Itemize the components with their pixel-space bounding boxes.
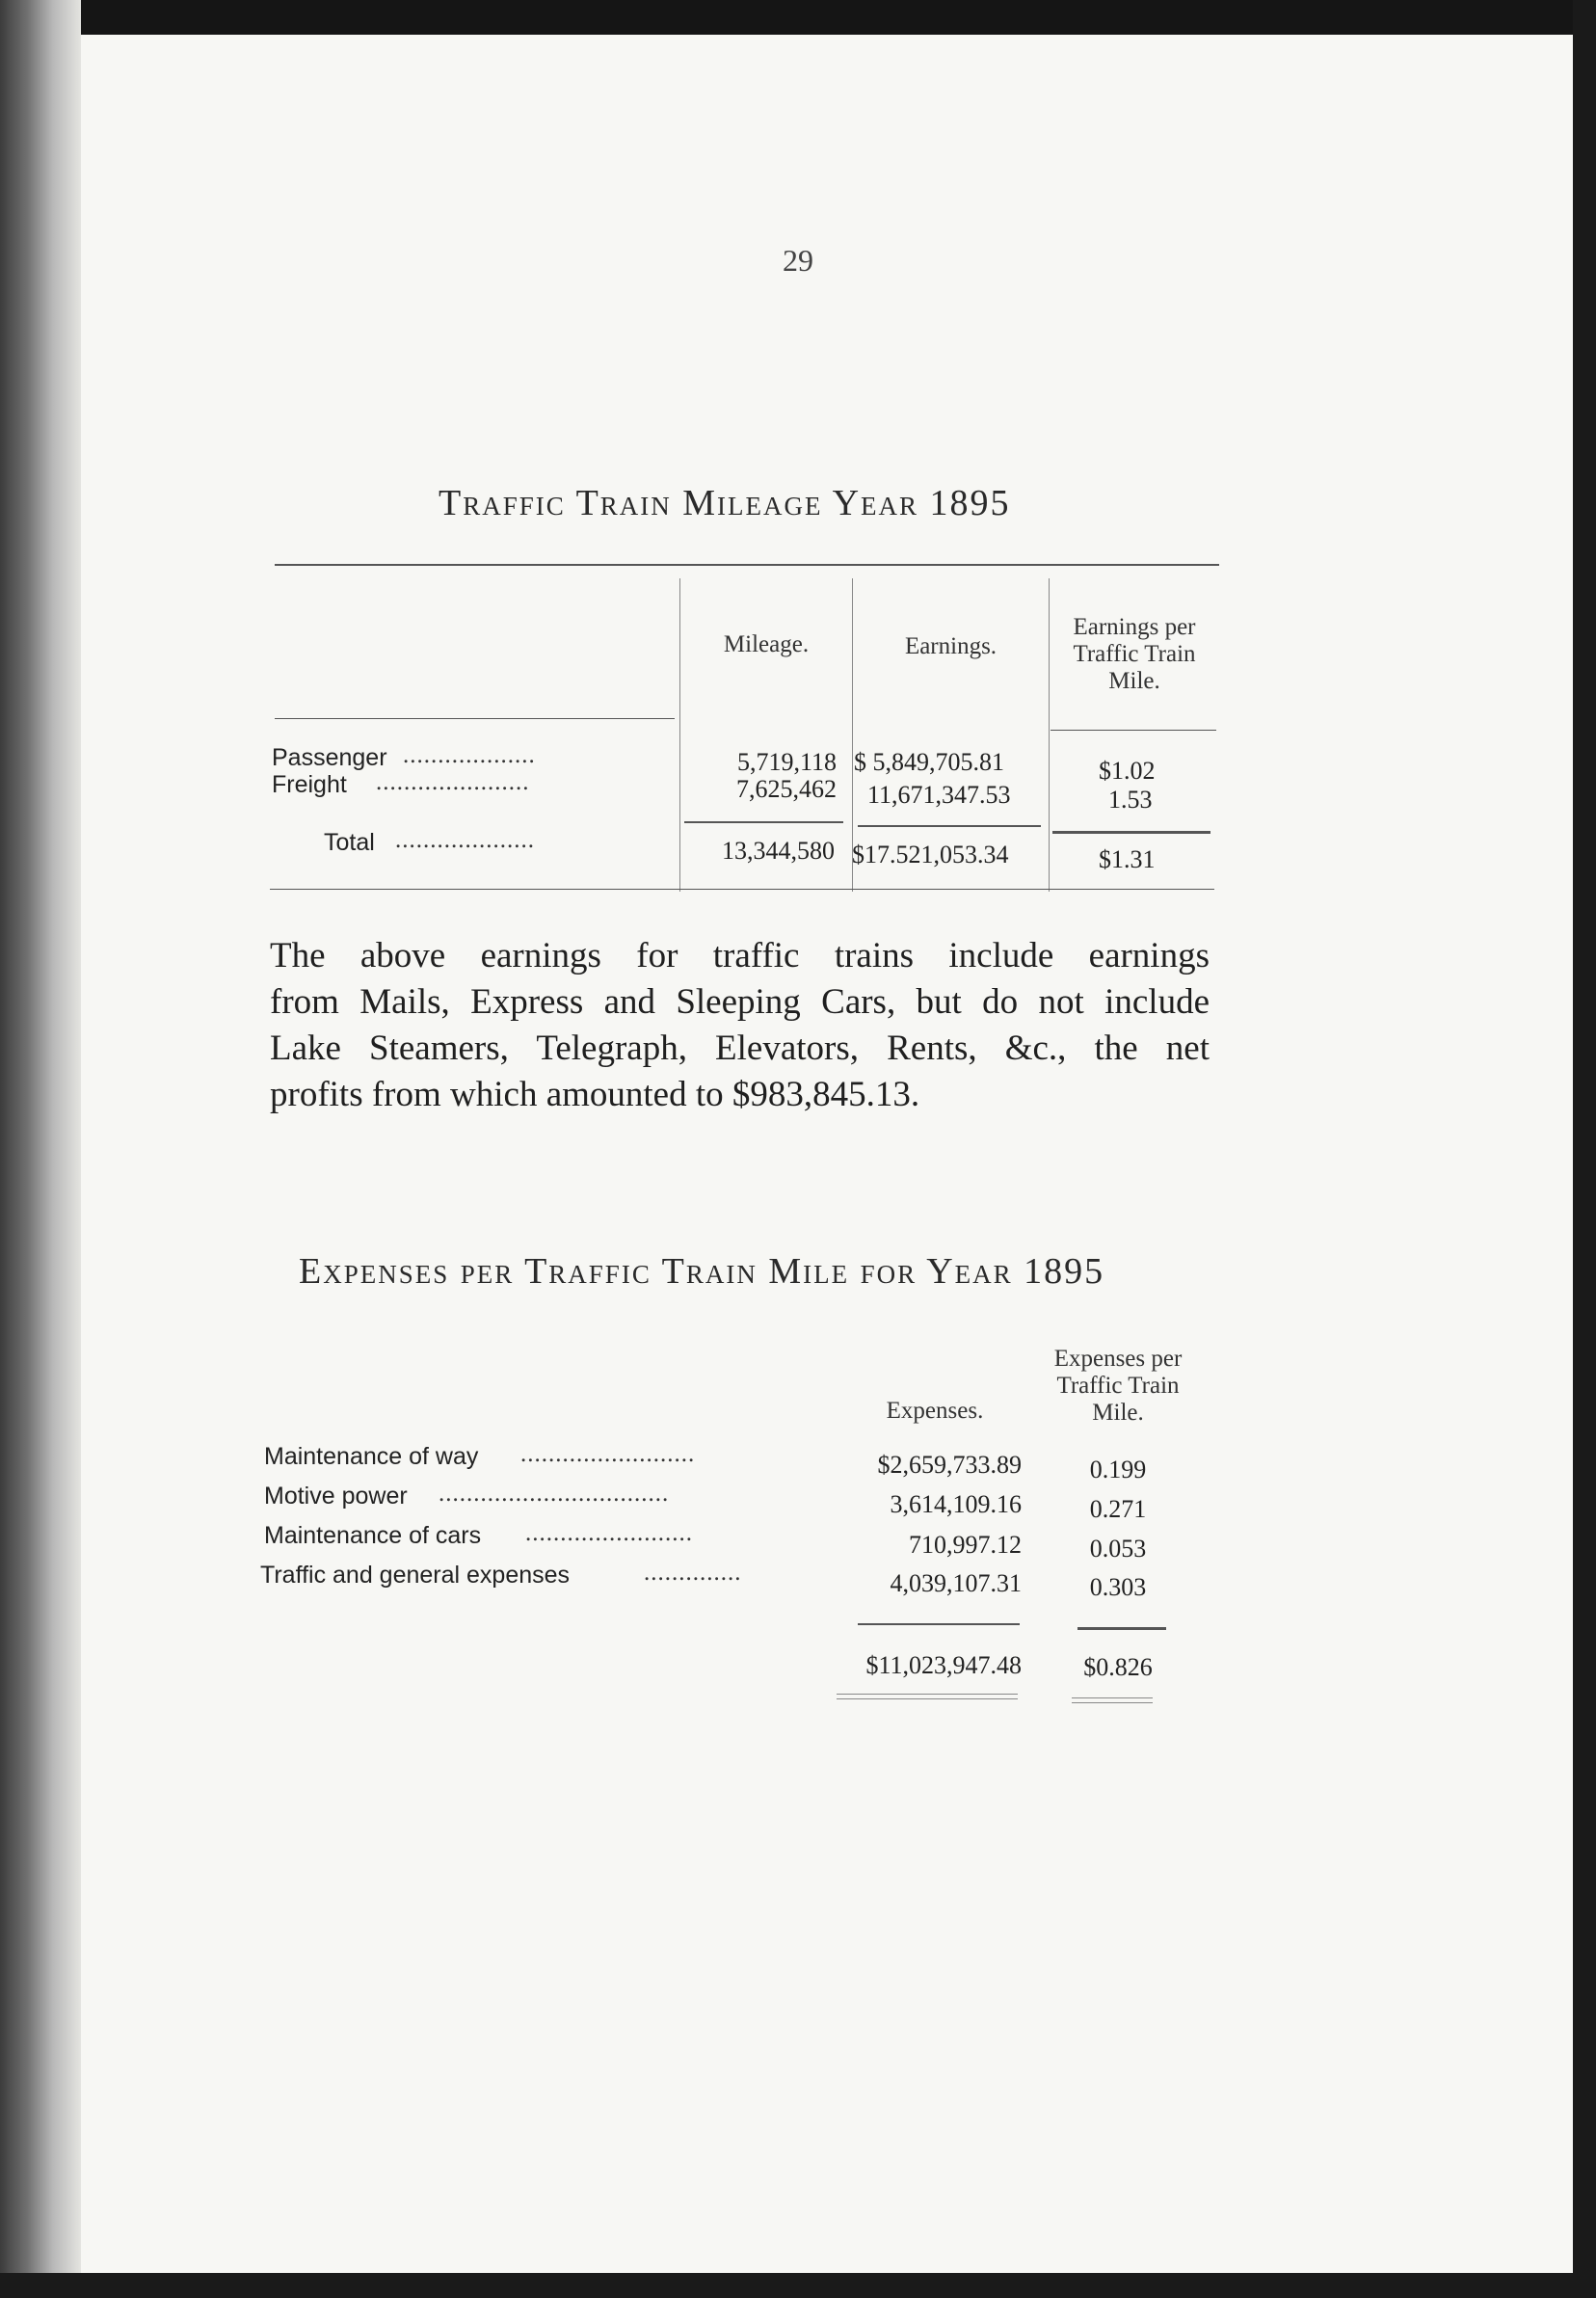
paragraph-line: profits from which amounted to $983,845.13.: [270, 1075, 920, 1114]
leader-dots: ........................: [525, 1520, 693, 1546]
expense-maintenance-of-cars: 710,997.12: [909, 1531, 1022, 1559]
scan-bottom-border: [0, 2273, 1596, 2298]
sum-rule: [858, 1623, 1020, 1625]
explanatory-paragraph: [270, 933, 1210, 1118]
freight-earnings: 11,671,347.53: [867, 781, 1011, 809]
leader-dots: ......................: [376, 769, 530, 795]
header-earnings-per-mile: Earnings per Traffic Train Mile.: [1073, 614, 1196, 694]
total-earnings: $17.521,053.34: [852, 841, 1009, 868]
sum-rule: [858, 825, 1041, 827]
total-per-mile: $1.31: [1099, 845, 1156, 873]
paragraph-line: Lake Steamers, Telegraph, Elevators, Rents, &c., the net: [270, 1029, 1210, 1068]
page-number: 29: [783, 243, 813, 278]
expenses-total: $11,023,947.48: [865, 1651, 1022, 1679]
row-label-traffic-and-general: Traffic and general expenses: [260, 1562, 571, 1589]
paragraph-line: The above earnings for traffic trains include earnings: [270, 936, 1210, 975]
expense-maintenance-of-way: $2,659,733.89: [877, 1451, 1022, 1479]
row-label-maintenance-of-cars: Maintenance of cars: [264, 1522, 482, 1549]
header-expenses-per-mile: Expenses per Traffic Train Mile.: [1053, 1346, 1183, 1426]
row-label-total: Total: [324, 829, 375, 856]
row-label-motive-power: Motive power: [264, 1483, 408, 1510]
expense-traffic-and-general: 4,039,107.31: [890, 1569, 1022, 1597]
book-spine-shadow: [0, 0, 81, 2298]
scan-top-border: [0, 0, 1596, 35]
expense-motive-power: 3,614,109.16: [890, 1490, 1022, 1518]
passenger-earnings: $ 5,849,705.81: [854, 748, 1004, 776]
per-mile-maintenance-of-cars: 0.053: [1089, 1535, 1147, 1563]
row-label-maintenance-of-way: Maintenance of way: [264, 1443, 479, 1470]
sum-rule: [1052, 831, 1210, 834]
table-bottom-rule: [270, 889, 1214, 890]
table-top-rule: [275, 564, 1219, 566]
leader-dots: .........................: [520, 1441, 696, 1467]
passenger-mileage: 5,719,118: [736, 748, 837, 776]
passenger-per-mile: $1.02: [1099, 757, 1156, 785]
sum-rule: [684, 821, 843, 823]
leader-dots: ....................: [395, 827, 535, 853]
freight-per-mile: 1.53: [1108, 786, 1153, 814]
sum-rule: [1077, 1627, 1166, 1630]
total-mileage: 13,344,580: [722, 837, 835, 865]
per-mile-maintenance-of-way: 0.199: [1089, 1456, 1147, 1483]
total-double-rule: [1072, 1697, 1153, 1703]
row-label-passenger: Passenger: [272, 744, 387, 771]
per-mile-motive-power: 0.271: [1089, 1495, 1147, 1523]
expenses-table-title: Expenses per Traffic Train Mile for Year 1895: [299, 1251, 1105, 1292]
per-mile-traffic-and-general: 0.303: [1089, 1573, 1147, 1601]
freight-mileage: 7,625,462: [736, 775, 837, 803]
leader-dots: .................................: [439, 1481, 670, 1507]
paragraph-line: from Mails, Express and Sleeping Cars, but do not include: [270, 982, 1210, 1022]
header-mileage: Mileage.: [723, 631, 810, 657]
mileage-table-title: Traffic Train Mileage Year 1895: [439, 483, 1011, 523]
leader-dots: ...................: [403, 742, 536, 768]
leader-dots: ..............: [644, 1560, 742, 1586]
header-rule: [275, 718, 675, 719]
header-expenses: Expenses.: [886, 1398, 984, 1424]
header-rule: [1051, 730, 1216, 731]
header-earnings: Earnings.: [904, 633, 998, 659]
per-mile-total: $0.826: [1083, 1653, 1153, 1681]
total-double-rule: [837, 1694, 1018, 1699]
row-label-freight: Freight: [272, 771, 347, 798]
scan-right-border: [1573, 0, 1596, 2298]
